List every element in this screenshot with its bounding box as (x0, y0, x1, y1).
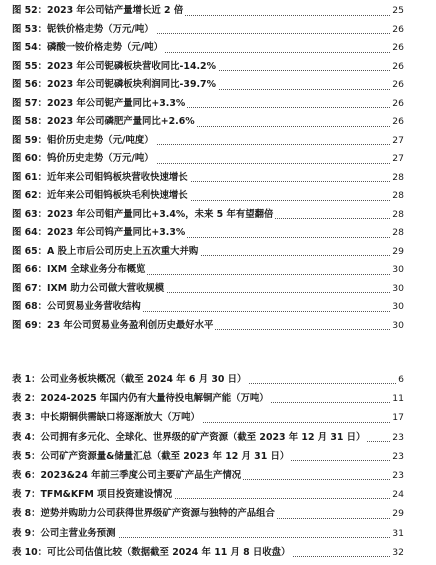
page-number: 23 (390, 466, 404, 485)
page-number: 17 (390, 408, 404, 427)
entry-title: 表 5：公司矿产资源量&储量汇总（截至 2023 年 12 月 31 日） (12, 450, 290, 462)
page-number: 27 (390, 132, 404, 151)
figure-entry[interactable] (12, 58, 402, 77)
page-number: 24 (390, 485, 404, 504)
entry-title: 图 57：2023 年公司铌产量同比+3.3% (12, 97, 186, 109)
figure-entry[interactable] (12, 169, 402, 188)
entry-title: 图 64：2023 年公司钨产量同比+3.3% (12, 227, 186, 238)
entry-title: 图 62：近年来公司钼钨板块毛利快速增长 (12, 190, 188, 201)
entry-title: 图 56：2023 年公司铌磷板块利润同比-39.7% (12, 79, 216, 90)
page-number: 28 (390, 169, 404, 188)
page-number: 26 (390, 58, 404, 77)
figure-entry[interactable] (12, 95, 402, 114)
figure-entry[interactable] (12, 39, 402, 58)
entry-title: 图 54：磷酸一铵价格走势（元/吨） (12, 42, 163, 53)
entry-title: 表 2：2024-2025 年国内仍有大量待投电解铜产能（万吨） (12, 393, 269, 405)
page-number: 26 (390, 95, 404, 114)
table-entry[interactable] (12, 447, 402, 466)
figure-entry[interactable] (12, 2, 402, 21)
page-number: 28 (390, 206, 404, 225)
table-entry[interactable] (12, 389, 402, 408)
page-number: 11 (390, 389, 404, 408)
table-entry[interactable] (12, 485, 402, 504)
table-entry[interactable] (12, 408, 402, 427)
figure-entry[interactable] (12, 243, 402, 262)
entry-title: 表 6：2023&24 年前三季度公司主要矿产品生产情况 (12, 469, 242, 481)
figure-entry[interactable] (12, 21, 402, 40)
page-number: 23 (390, 447, 404, 466)
table-entry[interactable] (12, 504, 402, 523)
page-number: 26 (390, 76, 404, 95)
entry-title: 图 67：IXM 助力公司做大营收规模 (12, 282, 165, 294)
entry-title: 表 3：中长期铜供需缺口将逐渐放大（万吨） (12, 412, 200, 424)
page-number: 29 (390, 504, 404, 523)
entry-title: 图 59：钼价历史走势（元/吨度） (12, 134, 154, 146)
page-number: 30 (390, 261, 404, 280)
entry-title: 图 53：铌铁价格走势（万元/吨） (12, 23, 154, 35)
page-number: 30 (390, 280, 404, 299)
figure-entry[interactable] (12, 280, 402, 299)
page-number: 27 (390, 150, 404, 169)
page-number: 26 (390, 39, 404, 58)
entry-title: 图 52：2023 年公司钴产量增长近 2 倍 (12, 5, 184, 16)
figure-entry[interactable] (12, 206, 402, 225)
figure-entry[interactable] (12, 132, 402, 151)
entry-title: 图 61：近年来公司钼钨板块营收快速增长 (12, 171, 188, 183)
page-number: 23 (390, 428, 404, 447)
entry-title: 图 69：23 年公司贸易业务盈利创历史最好水平 (12, 319, 214, 331)
entry-title: 表 9：公司主营业务预测 (12, 527, 116, 539)
table-entry[interactable] (12, 428, 402, 447)
figure-entry[interactable] (12, 113, 402, 132)
page-number: 26 (390, 113, 404, 132)
table-entry[interactable] (12, 524, 402, 543)
entry-title: 图 55：2023 年公司铌磷板块营收同比-14.2% (12, 60, 216, 72)
figure-list (12, 2, 402, 335)
page-number: 26 (390, 21, 404, 40)
figure-entry[interactable] (12, 298, 402, 317)
table-entry[interactable] (12, 370, 402, 389)
entry-title: 表 4：公司拥有多元化、全球化、世界级的矿产资源（截至 2023 年 12 月 31 日） (12, 431, 366, 443)
figure-entry[interactable] (12, 261, 402, 280)
page-number: 25 (390, 2, 404, 21)
entry-title: 图 66：IXM 全球业务分布概览 (12, 264, 146, 275)
page-number: 29 (390, 243, 404, 262)
entry-title: 表 8：逆势并购助力公司获得世界级矿产资源与独特的产品组合 (12, 508, 275, 520)
figure-entry[interactable] (12, 187, 402, 206)
entry-title: 表 1：公司业务板块概况（截至 2024 年 6 月 30 日） (12, 374, 247, 385)
table-list (12, 370, 402, 562)
entry-title: 表 7：TFM&KFM 项目投资建设情况 (12, 489, 173, 501)
entry-title: 图 68：公司贸易业务营收结构 (12, 301, 141, 312)
figure-entry[interactable] (12, 224, 402, 243)
page-number: 28 (390, 224, 404, 243)
entry-title: 图 60：钨价历史走势（万元/吨） (12, 153, 154, 164)
page-number: 32 (390, 543, 404, 562)
table-entry[interactable] (12, 466, 402, 485)
figure-entry[interactable] (12, 317, 402, 336)
entry-title: 表 10：可比公司估值比较（数据截至 2024 年 11 月 8 日收盘） (12, 546, 291, 558)
table-entry[interactable] (12, 543, 402, 562)
page-number: 28 (390, 187, 404, 206)
figure-entry[interactable] (12, 76, 402, 95)
page-number: 30 (390, 317, 404, 336)
entry-title: 图 65：A 股上市后公司历史上五次重大并购 (12, 245, 199, 257)
figure-entry[interactable] (12, 150, 402, 169)
page-number: 6 (396, 370, 404, 389)
page-number: 30 (390, 298, 404, 317)
entry-title: 图 58：2023 年公司磷肥产量同比+2.6% (12, 116, 195, 127)
page-number: 31 (390, 524, 404, 543)
entry-title: 图 63：2023 年公司钼产量同比+3.4%，未来 5 年有望翻倍 (12, 208, 274, 220)
